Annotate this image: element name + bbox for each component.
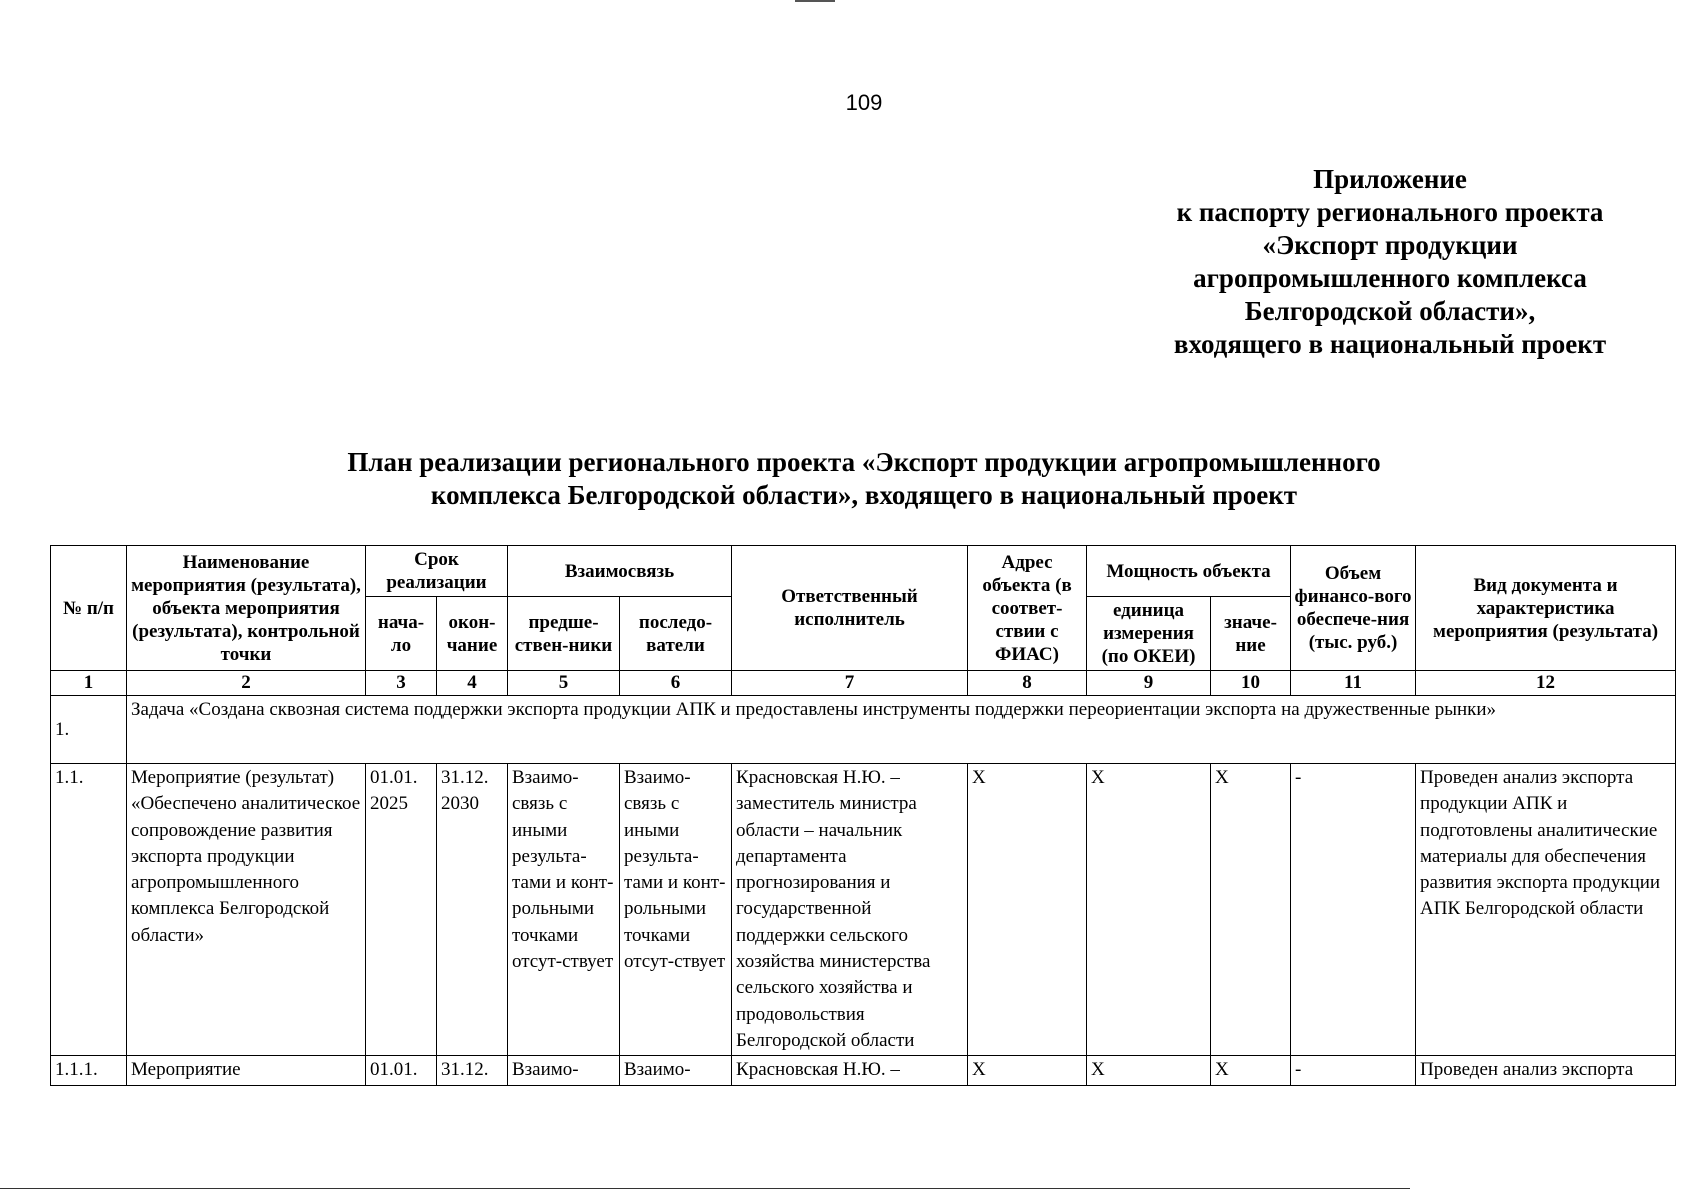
task-num: 1. [51,696,127,764]
implementation-plan-table [50,545,1676,1086]
header-predecessors: предше-ствен-ники [508,597,620,671]
row-executor: Красновская Н.Ю. – [732,1056,968,1085]
column-number: 9 [1087,671,1211,696]
plan-title [0,446,1708,512]
column-number: 10 [1211,671,1291,696]
appendix-line: к паспорту регионального проекта [1176,197,1604,227]
appendix-line: «Экспорт продукции [1262,230,1518,260]
header-start: нача-ло [366,597,437,671]
row-finance: - [1291,764,1416,1056]
column-number-row [51,671,1676,696]
row-name: Мероприятие [127,1056,366,1085]
column-number: 4 [437,671,508,696]
header-num: № п/п [51,546,127,671]
column-number: 12 [1416,671,1676,696]
column-number: 3 [366,671,437,696]
header-executor: Ответственный исполнитель [732,546,968,671]
row-unit: Х [1087,764,1211,1056]
header-row [51,546,1676,597]
header-doc-type: Вид документа и характеристика мероприятия (результата) [1416,546,1676,671]
scan-bottom-rule [0,1188,1410,1189]
header-period: Срок реализации [366,546,508,597]
appendix-line: входящего в национальный проект [1173,329,1607,359]
task-text: Задача «Создана сквозная система поддержки экспорта продукции АПК и предоставлены инструменты поддержки переориентации экспорта на дружественные рынки» [127,696,1676,764]
header-successors: последо-ватели [620,597,732,671]
column-number: 5 [508,671,620,696]
appendix-line: Белгородской области», [1244,296,1536,326]
column-number: 11 [1291,671,1416,696]
column-number: 2 [127,671,366,696]
header-finance: Объем финансо-вого обеспече-ния (тыс. руб.) [1291,546,1416,671]
header-unit: единица измерения (по ОКЕИ) [1087,597,1211,671]
table-row [51,1056,1676,1085]
header-end: окон-чание [437,597,508,671]
row-address: Х [968,764,1087,1056]
plan-title-line-2: комплекса Белгородской области», входящего в национальный проект [430,480,1298,510]
header-capacity: Мощность объекта [1087,546,1291,597]
row-name: Мероприятие (результат) «Обеспечено аналитическое сопровождение развития экспорта продукции агропромышленного комплекса Белгородской области» [127,764,366,1056]
table-row [51,764,1676,1056]
column-number: 8 [968,671,1087,696]
row-doc-type: Проведен анализ экспорта [1416,1056,1676,1085]
plan-title-line-1: План реализации регионального проекта «Экспорт продукции агропромышленного [347,447,1381,477]
row-num: 1.1. [51,764,127,1056]
appendix-line: Приложение [1313,164,1467,194]
column-number: 1 [51,671,127,696]
header-address: Адрес объекта (в соответ-ствии с ФИАС) [968,546,1087,671]
column-number: 7 [732,671,968,696]
row-predecessors: Взаимо- [508,1056,620,1085]
row-successors: Взаимо-связь с иными результа-тами и конт-рольными точками отсут-ствует [620,764,732,1056]
row-end: 31.12. [437,1056,508,1085]
header-relation: Взаимосвязь [508,546,732,597]
row-start: 01.01. [366,1056,437,1085]
row-num: 1.1.1. [51,1056,127,1085]
appendix-line: агропромышленного комплекса [1193,263,1587,293]
row-executor: Красновская Н.Ю. – заместитель министра области – начальник департамента прогнозирования и государственной поддержки сельского хозяйства министерства сельского хозяйства и продовольствия Белгородской области [732,764,968,1056]
row-unit: Х [1087,1056,1211,1085]
row-value: Х [1211,1056,1291,1085]
scan-top-mark [795,0,835,2]
appendix-heading [1120,163,1660,361]
column-number: 6 [620,671,732,696]
row-doc-type: Проведен анализ экспорта продукции АПК и подготовлены аналитические материалы для обеспечения развития экспорта продукции АПК Белгородской области [1416,764,1676,1056]
row-finance: - [1291,1056,1416,1085]
header-name: Наименование мероприятия (результата), объекта мероприятия (результата), контрольной точки [127,546,366,671]
task-row [51,696,1676,764]
row-value: Х [1211,764,1291,1056]
header-value: значе-ние [1211,597,1291,671]
row-address: Х [968,1056,1087,1085]
row-predecessors: Взаимо-связь с иными результа-тами и конт-рольными точками отсут-ствует [508,764,620,1056]
row-start: 01.01. 2025 [366,764,437,1056]
page-number: 109 [845,90,883,115]
row-end: 31.12. 2030 [437,764,508,1056]
row-successors: Взаимо- [620,1056,732,1085]
